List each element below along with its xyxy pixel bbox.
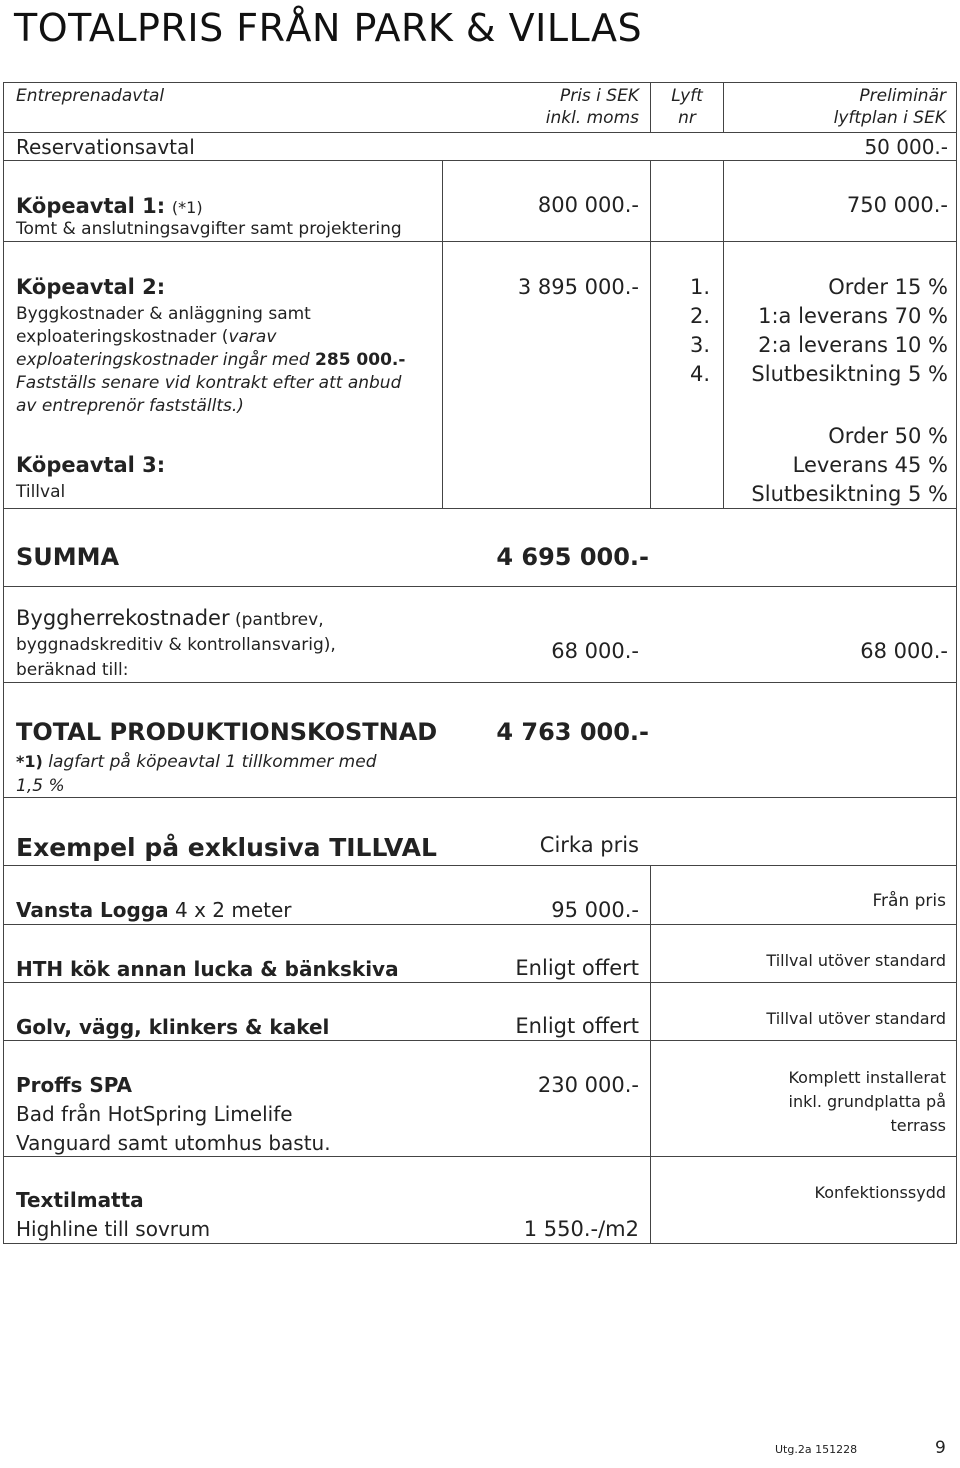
tillval-item-note: Tillval utöver standard: [766, 951, 946, 970]
footnote-marker: *1): [16, 752, 43, 771]
plan-item: Order 50 %: [828, 424, 948, 448]
kopeavtal3-desc: Tillval: [16, 482, 66, 502]
kopeavtal1-lift-value: 750 000.-: [846, 193, 948, 217]
header-plan-sek: lyftplan i SEK: [833, 108, 946, 128]
lift-number: 4.: [689, 362, 710, 386]
byggherre-line2: byggnadskreditiv & kontrollansvarig),: [16, 635, 336, 655]
byggherre-label: Byggherrekostnader: [16, 606, 230, 630]
column-divider: [442, 160, 443, 241]
header-lift: Lyft: [671, 86, 703, 106]
byggherre-label-rest: (pantbrev,: [229, 610, 324, 630]
tillval-item-line2: Bad från HotSpring Limelife: [16, 1102, 293, 1126]
tillval-item-name: Textilmatta: [16, 1188, 144, 1212]
byggherre-price: 68 000.-: [551, 639, 639, 663]
row-divider: [4, 924, 956, 925]
plan-item: Order 15 %: [828, 275, 948, 299]
tillval-item-line2: Highline till sovrum: [16, 1217, 211, 1241]
tillval-item-note: inkl. grundplatta på: [788, 1092, 946, 1111]
row-divider: [4, 160, 956, 161]
kopeavtal2-desc-3: exploateringskostnader ingår med: [16, 350, 316, 370]
tillval-item-price: Enligt offert: [515, 956, 639, 980]
lift-number: 3.: [689, 333, 710, 357]
header-plan: Preliminär: [859, 86, 946, 106]
row-divider: [4, 797, 956, 798]
reservation-lift-value: 50 000.-: [864, 135, 948, 159]
tillval-item-name: HTH kök annan lucka & bänkskiva: [16, 957, 399, 981]
plan-item: Leverans 45 %: [792, 453, 948, 477]
column-divider: [442, 241, 443, 508]
tillval-item-name: Proffs SPA: [16, 1073, 133, 1097]
row-divider: [4, 1156, 956, 1157]
column-divider: [650, 160, 651, 508]
kopeavtal2-desc-2: exploateringskostnader (: [16, 327, 229, 347]
tillval-item-price: 1 550.-/m2: [523, 1217, 639, 1241]
plan-item: 2:a leverans 10 %: [758, 333, 948, 357]
kopeavtal3-label: Köpeavtal 3:: [16, 453, 166, 477]
lift-number: 2.: [689, 304, 710, 328]
kopeavtal2-desc-5: av entreprenör fastställts.): [16, 396, 244, 416]
column-divider: [650, 83, 651, 132]
byggherre-line3: beräknad till:: [16, 660, 129, 680]
tillval-item-name: Golv, vägg, klinkers & kakel: [16, 1015, 330, 1039]
summa-label: SUMMA: [16, 543, 120, 571]
row-divider: [4, 682, 956, 683]
tillval-item-name: Vansta Logga: [16, 898, 169, 922]
tillval-item-price: 230 000.-: [537, 1073, 639, 1097]
column-divider: [650, 865, 651, 1243]
kopeavtal2-desc-3-amount: 285 000.-: [315, 350, 406, 370]
tillval-item-name-rest: 4 x 2 meter: [168, 898, 292, 922]
row-divider: [4, 865, 956, 866]
page-title: TOTALPRIS FRÅN PARK & VILLAS: [14, 6, 643, 50]
row-divider: [4, 241, 956, 242]
tillval-item-price: 95 000.-: [551, 898, 639, 922]
total-label: TOTAL PRODUKTIONSKOSTNAD: [16, 718, 438, 746]
kopeavtal1-price: 800 000.-: [537, 193, 639, 217]
kopeavtal2-price: 3 895 000.-: [517, 275, 639, 299]
row-divider: [4, 982, 956, 983]
column-divider: [723, 83, 724, 132]
tillval-item-note: Tillval utöver standard: [766, 1009, 946, 1028]
byggherre-lift-value: 68 000.-: [860, 639, 948, 663]
tillval-item-note: terrass: [890, 1116, 946, 1135]
column-divider: [723, 160, 724, 508]
kopeavtal2-desc-2-italic: varav: [228, 327, 277, 347]
header-price-vat: inkl. moms: [545, 108, 639, 128]
header-contract: Entreprenadavtal: [16, 86, 165, 106]
header-price: Pris i SEK: [559, 86, 639, 106]
tillval-item-price: Enligt offert: [515, 1014, 639, 1038]
tillval-item-note: Konfektionssydd: [814, 1183, 946, 1202]
tillval-item-line3: Vanguard samt utomhus bastu.: [16, 1131, 331, 1155]
kopeavtal1-note: (*1): [171, 198, 203, 217]
tillval-price-heading: Cirka pris: [539, 833, 639, 857]
row-divider: [4, 132, 956, 133]
tillval-item-note: Komplett installerat: [788, 1068, 946, 1087]
row-divider: [4, 1040, 956, 1041]
kopeavtal1-desc: Tomt & anslutningsavgifter samt projektering: [16, 219, 402, 239]
total-value: 4 763 000.-: [496, 718, 649, 746]
plan-item: Slutbesiktning 5 %: [751, 362, 948, 386]
version-label: Utg.2a 151228: [775, 1443, 858, 1456]
footnote-line2: 1,5 %: [16, 776, 65, 796]
footnote-line1: lagfart på köpeavtal 1 tillkommer med: [42, 752, 377, 772]
reservation-label: Reservationsavtal: [16, 135, 195, 159]
kopeavtal2-desc-1: Byggkostnader & anläggning samt: [16, 304, 311, 324]
tillval-item-note: Från pris: [872, 891, 946, 911]
lift-number: 1.: [689, 275, 710, 299]
summa-value: 4 695 000.-: [496, 543, 649, 571]
tillval-heading: Exempel på exklusiva TILLVAL: [16, 833, 437, 862]
plan-item: Slutbesiktning 5 %: [751, 482, 948, 506]
kopeavtal1-label: Köpeavtal 1:: [16, 194, 166, 218]
price-table: [3, 82, 957, 1244]
row-divider: [4, 586, 956, 587]
kopeavtal2-desc-4: Fastställs senare vid kontrakt efter att anbud: [16, 373, 402, 393]
kopeavtal2-label: Köpeavtal 2:: [16, 275, 166, 299]
plan-item: 1:a leverans 70 %: [758, 304, 948, 328]
header-lift-nr: nr: [678, 108, 696, 128]
page-number: 9: [935, 1438, 946, 1458]
